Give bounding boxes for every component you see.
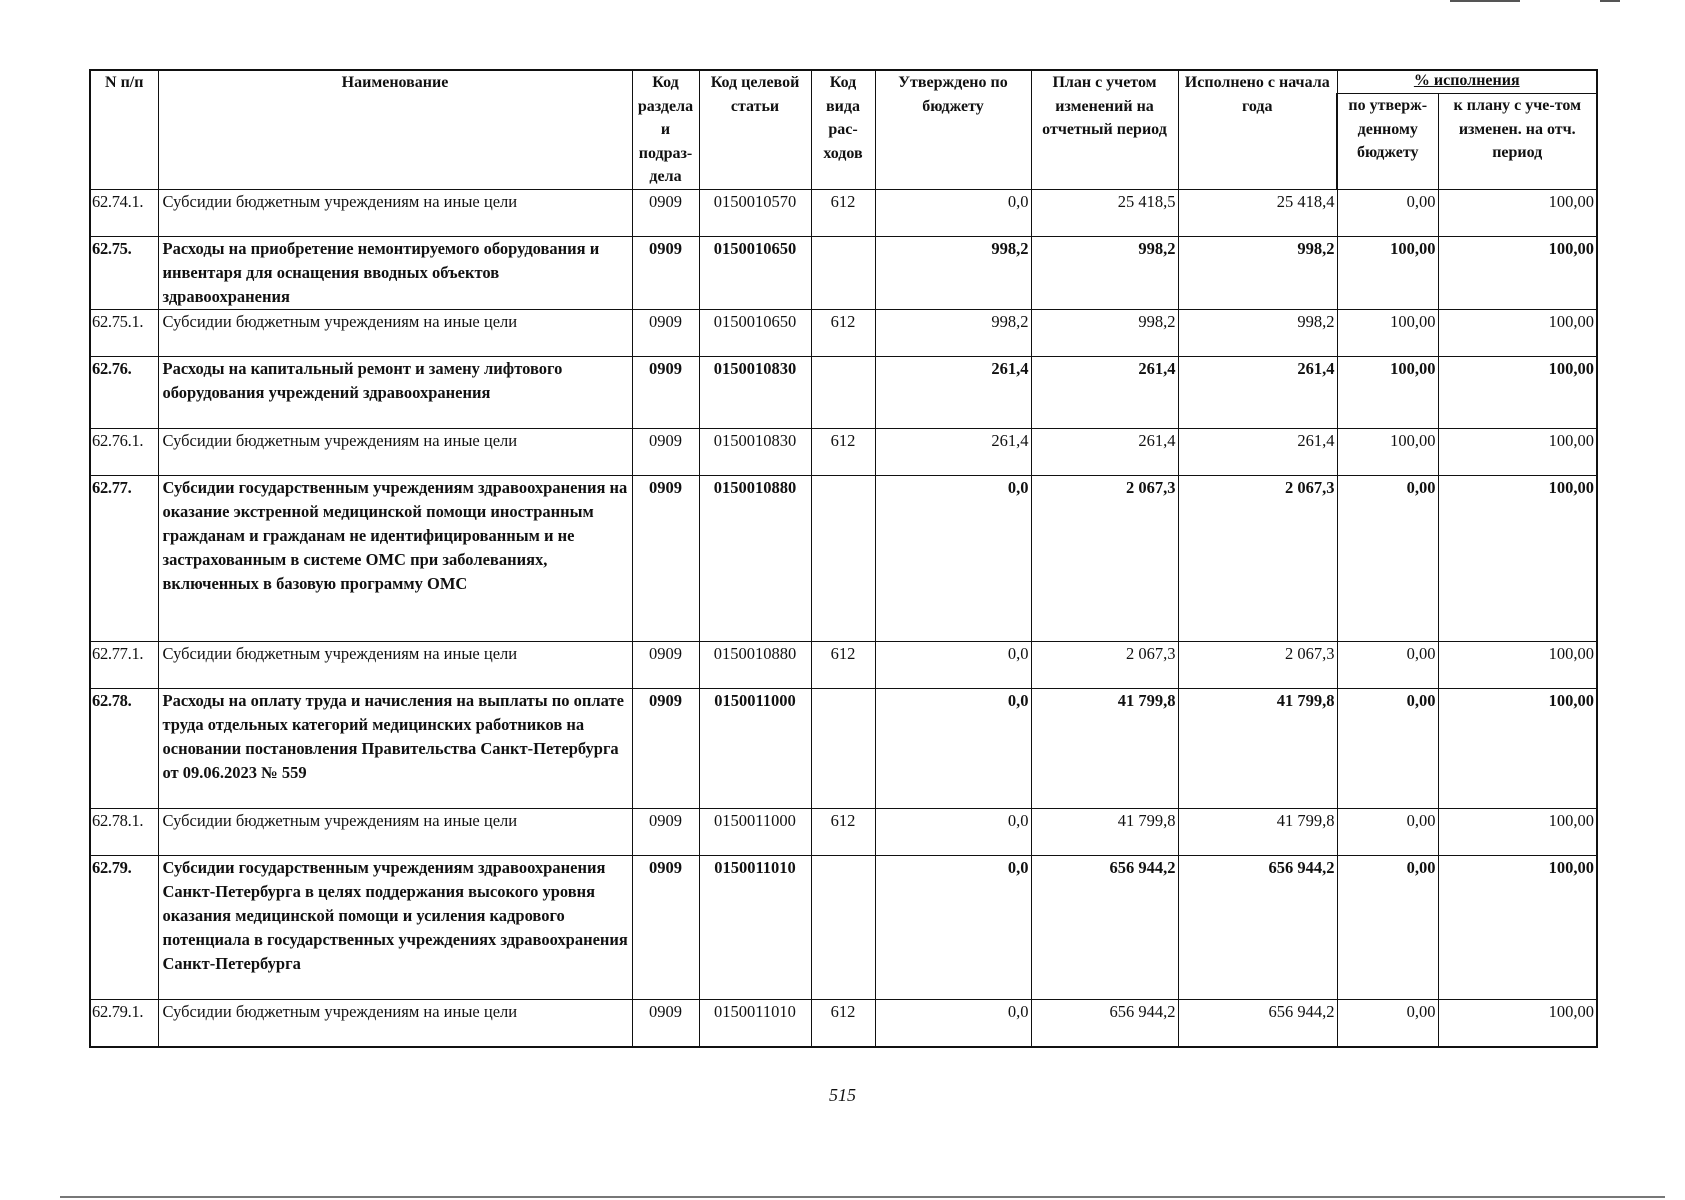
row-plan: 656 944,2	[1031, 855, 1178, 999]
row-approved: 261,4	[875, 356, 1031, 428]
row-approved: 998,2	[875, 236, 1031, 309]
row-target-code: 0150010650	[699, 236, 811, 309]
table-body	[90, 189, 1597, 1047]
row-pct-plan: 100,00	[1438, 475, 1597, 641]
row-name: Субсидии бюджетным учреждениям на иные цели	[158, 999, 632, 1047]
row-section-code: 0909	[632, 475, 699, 641]
row-target-code: 0150010570	[699, 189, 811, 236]
row-name: Субсидии бюджетным учреждениям на иные цели	[158, 428, 632, 475]
row-plan: 261,4	[1031, 428, 1178, 475]
row-expense-type	[811, 688, 875, 808]
row-section-code: 0909	[632, 855, 699, 999]
row-executed: 25 418,4	[1178, 189, 1337, 236]
row-plan: 41 799,8	[1031, 688, 1178, 808]
table-row	[90, 309, 1597, 356]
row-expense-type	[811, 475, 875, 641]
row-number: 62.79.	[90, 855, 158, 999]
header-name: Наименование	[158, 70, 632, 189]
row-number: 62.76.1.	[90, 428, 158, 475]
row-section-code: 0909	[632, 309, 699, 356]
row-executed: 656 944,2	[1178, 855, 1337, 999]
row-approved: 0,0	[875, 189, 1031, 236]
header-executed: Исполнено с начала года	[1178, 70, 1337, 189]
row-section-code: 0909	[632, 999, 699, 1047]
row-target-code: 0150010830	[699, 356, 811, 428]
row-executed: 656 944,2	[1178, 999, 1337, 1047]
row-section-code: 0909	[632, 688, 699, 808]
row-number: 62.77.1.	[90, 641, 158, 688]
row-expense-type: 612	[811, 189, 875, 236]
row-approved: 0,0	[875, 641, 1031, 688]
row-approved: 0,0	[875, 999, 1031, 1047]
row-pct-approved: 0,00	[1337, 808, 1438, 855]
row-executed: 261,4	[1178, 356, 1337, 428]
row-target-code: 0150010650	[699, 309, 811, 356]
row-executed: 2 067,3	[1178, 641, 1337, 688]
row-pct-plan: 100,00	[1438, 641, 1597, 688]
row-plan: 41 799,8	[1031, 808, 1178, 855]
row-number: 62.79.1.	[90, 999, 158, 1047]
row-section-code: 0909	[632, 356, 699, 428]
header-pct-group: % исполнения	[1337, 70, 1597, 94]
row-expense-type	[811, 356, 875, 428]
row-executed: 41 799,8	[1178, 688, 1337, 808]
row-approved: 998,2	[875, 309, 1031, 356]
row-name: Расходы на капитальный ремонт и замену лифтового оборудования учреждений здравоохранения	[158, 356, 632, 428]
row-plan: 998,2	[1031, 309, 1178, 356]
row-expense-type: 612	[811, 641, 875, 688]
row-target-code: 0150011010	[699, 999, 811, 1047]
table-row	[90, 428, 1597, 475]
table-header-row	[90, 70, 1597, 94]
row-number: 62.78.	[90, 688, 158, 808]
row-pct-plan: 100,00	[1438, 688, 1597, 808]
row-number: 62.77.	[90, 475, 158, 641]
row-section-code: 0909	[632, 641, 699, 688]
budget-execution-table	[89, 69, 1598, 1048]
row-section-code: 0909	[632, 428, 699, 475]
row-name: Субсидии государственным учреждениям здравоохранения на оказание экстренной медицинской помощи иностранным гражданам и гражданам не идентифицированным и не застрахованным в системе ОМС при заболеваниях, включенных в базовую программу ОМС	[158, 475, 632, 641]
row-pct-approved: 0,00	[1337, 475, 1438, 641]
row-pct-approved: 100,00	[1337, 356, 1438, 428]
row-pct-approved: 0,00	[1337, 855, 1438, 999]
row-plan: 656 944,2	[1031, 999, 1178, 1047]
row-executed: 261,4	[1178, 428, 1337, 475]
row-pct-plan: 100,00	[1438, 236, 1597, 309]
row-number: 62.76.	[90, 356, 158, 428]
row-section-code: 0909	[632, 189, 699, 236]
row-approved: 261,4	[875, 428, 1031, 475]
scan-artifact-mark	[1450, 0, 1520, 2]
row-pct-approved: 0,00	[1337, 999, 1438, 1047]
row-pct-plan: 100,00	[1438, 999, 1597, 1047]
row-expense-type: 612	[811, 309, 875, 356]
row-pct-approved: 100,00	[1337, 236, 1438, 309]
row-pct-plan: 100,00	[1438, 855, 1597, 999]
header-approved: Утверждено по бюджету	[875, 70, 1031, 189]
row-approved: 0,0	[875, 808, 1031, 855]
row-section-code: 0909	[632, 236, 699, 309]
row-plan: 2 067,3	[1031, 475, 1178, 641]
row-target-code: 0150010830	[699, 428, 811, 475]
row-approved: 0,0	[875, 855, 1031, 999]
table-row	[90, 855, 1597, 999]
scan-artifact-mark	[1600, 0, 1620, 2]
row-executed: 998,2	[1178, 236, 1337, 309]
row-approved: 0,0	[875, 688, 1031, 808]
table-row	[90, 999, 1597, 1047]
row-executed: 998,2	[1178, 309, 1337, 356]
header-section-code: Код раздела и подраз-дела	[632, 70, 699, 189]
row-section-code: 0909	[632, 808, 699, 855]
page-number: 515	[829, 1085, 856, 1105]
header-pct-plan: к плану с уче-том изменен. на отч. период	[1438, 94, 1597, 190]
row-expense-type	[811, 236, 875, 309]
row-expense-type	[811, 855, 875, 999]
row-name: Субсидии государственным учреждениям здравоохранения Санкт-Петербурга в целях поддержания высокого уровня оказания медицинской помощи и усиления кадрового потенциала в государственных учреждениях здравоохранения Санкт-Петербурга	[158, 855, 632, 999]
row-pct-plan: 100,00	[1438, 309, 1597, 356]
row-target-code: 0150011010	[699, 855, 811, 999]
row-pct-approved: 0,00	[1337, 641, 1438, 688]
header-num: N п/п	[90, 70, 158, 189]
row-pct-plan: 100,00	[1438, 356, 1597, 428]
row-plan: 261,4	[1031, 356, 1178, 428]
header-expense-type: Код вида рас-ходов	[811, 70, 875, 189]
row-number: 62.75.	[90, 236, 158, 309]
table-row	[90, 688, 1597, 808]
header-plan: План с учетом изменений на отчетный период	[1031, 70, 1178, 189]
table-row	[90, 808, 1597, 855]
row-pct-plan: 100,00	[1438, 189, 1597, 236]
row-expense-type: 612	[811, 428, 875, 475]
row-number: 62.74.1.	[90, 189, 158, 236]
row-name: Расходы на приобретение немонтируемого оборудования и инвентаря для оснащения вводных объектов здравоохранения	[158, 236, 632, 309]
row-expense-type: 612	[811, 999, 875, 1047]
table-row	[90, 189, 1597, 236]
row-plan: 25 418,5	[1031, 189, 1178, 236]
row-target-code: 0150010880	[699, 641, 811, 688]
row-name: Субсидии бюджетным учреждениям на иные цели	[158, 808, 632, 855]
bottom-rule	[60, 1196, 1665, 1198]
row-pct-approved: 0,00	[1337, 688, 1438, 808]
row-target-code: 0150011000	[699, 688, 811, 808]
row-target-code: 0150011000	[699, 808, 811, 855]
row-pct-approved: 100,00	[1337, 428, 1438, 475]
row-name: Субсидии бюджетным учреждениям на иные цели	[158, 309, 632, 356]
row-name: Расходы на оплату труда и начисления на выплаты по оплате труда отдельных категорий медицинских работников на основании постановления Правительства Санкт-Петербурга от 09.06.2023 № 559	[158, 688, 632, 808]
table-row	[90, 356, 1597, 428]
row-name: Субсидии бюджетным учреждениям на иные цели	[158, 189, 632, 236]
table-row	[90, 236, 1597, 309]
row-plan: 998,2	[1031, 236, 1178, 309]
table-row	[90, 641, 1597, 688]
header-pct-approved: по утверж-денному бюджету	[1337, 94, 1438, 190]
row-pct-approved: 100,00	[1337, 309, 1438, 356]
row-pct-approved: 0,00	[1337, 189, 1438, 236]
row-executed: 2 067,3	[1178, 475, 1337, 641]
row-name: Субсидии бюджетным учреждениям на иные цели	[158, 641, 632, 688]
row-pct-plan: 100,00	[1438, 808, 1597, 855]
row-target-code: 0150010880	[699, 475, 811, 641]
header-target-code: Код целевой статьи	[699, 70, 811, 189]
row-plan: 2 067,3	[1031, 641, 1178, 688]
row-number: 62.78.1.	[90, 808, 158, 855]
table-row	[90, 475, 1597, 641]
row-approved: 0,0	[875, 475, 1031, 641]
row-number: 62.75.1.	[90, 309, 158, 356]
row-executed: 41 799,8	[1178, 808, 1337, 855]
row-expense-type: 612	[811, 808, 875, 855]
row-pct-plan: 100,00	[1438, 428, 1597, 475]
